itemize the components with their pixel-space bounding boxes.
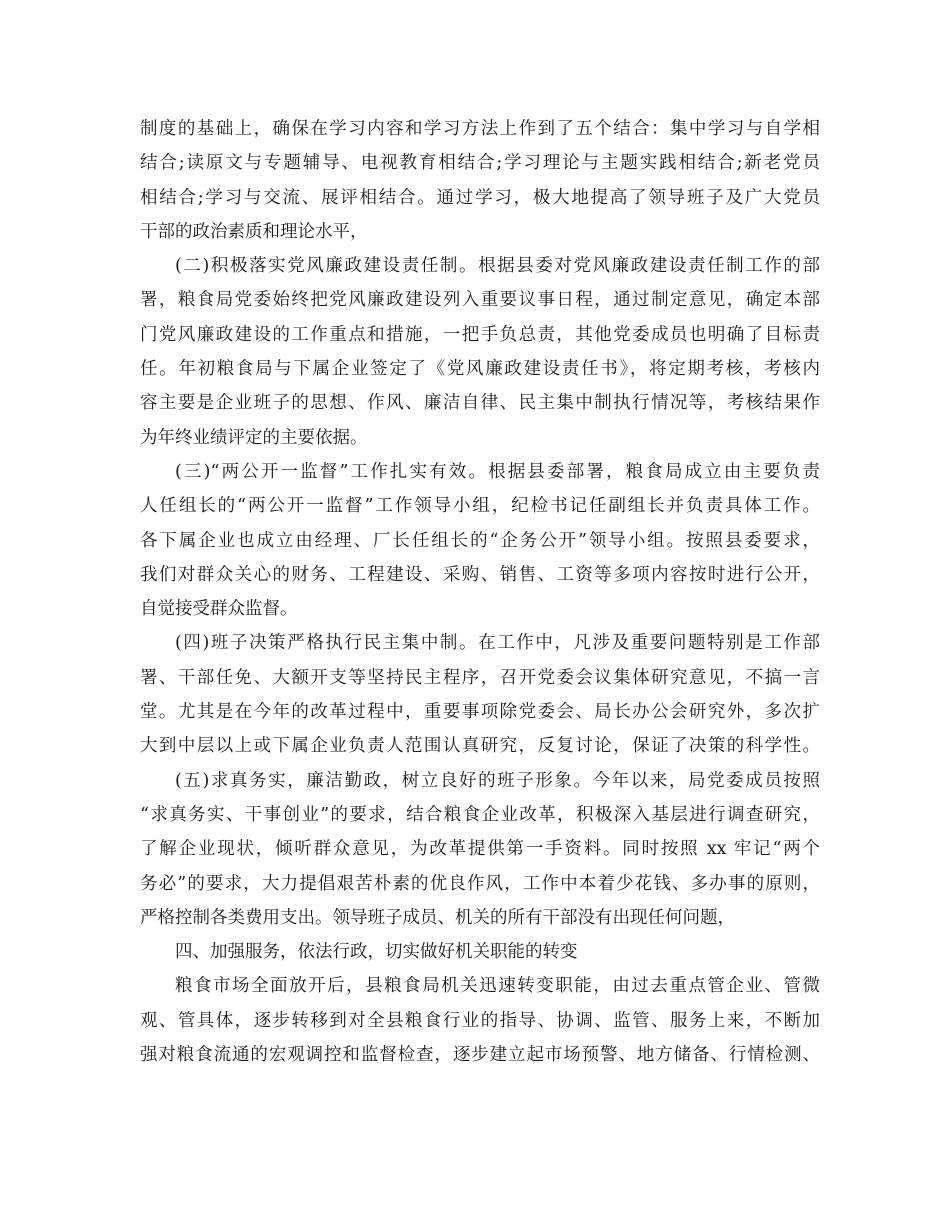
text-line: 为年终业绩评定的主要依据。	[140, 427, 368, 448]
text-line: 粮食市场全面放开后，县粮食局机关迅速转变职能，由过去重点管企业、管微	[175, 976, 820, 997]
text-line: 相结合;学习与交流、展评相结合。通过学习，极大地提高了领导班子及广大党员	[140, 187, 820, 208]
text-line: 了解企业现状，倾听群众意见，为改革提供第一手资料。同时按照 xx 牢记“两个	[140, 839, 820, 860]
text-line: 四、加强服务，依法行政，切实做好机关职能的转变	[175, 942, 578, 963]
text-line: (二)积极落实党风廉政建设责任制。根据县委对党风廉政建设责任制工作的部	[175, 256, 820, 277]
text-line: (四)班子决策严格执行民主集中制。在工作中，凡涉及重要问题特别是工作部	[175, 633, 820, 654]
text-line: 强对粮食流通的宏观调控和监督检查，逐步建立起市场预警、地方储备、行情检测、	[140, 1045, 820, 1066]
text-line: 署，粮食局党委始终把党风廉政建设列入重要议事日程，通过制定意见，确定本部	[140, 290, 820, 311]
text-line: 观、管具体，逐步转移到对全县粮食行业的指导、协调、监管、服务上来，不断加	[140, 1010, 820, 1031]
text-line: 大到中层以上或下属企业负责人范围认真研究，反复讨论，保证了决策的科学性。	[140, 736, 820, 757]
text-line: 各下属企业也成立由经理、厂长任组长的“企务公开”领导小组。按照县委要求，	[140, 530, 820, 551]
text-line: 任。年初粮食局与下属企业签定了《党风廉政建设责任书》，将定期考核，考核内	[140, 359, 820, 380]
text-line: 干部的政治素质和理论水平，	[140, 221, 368, 242]
text-line: 务必”的要求，大力提倡艰苦朴素的优良作风，工作中本着少花钱、多办事的原则，	[140, 873, 820, 894]
text-line: 制度的基础上，确保在学习内容和学习方法上作到了五个结合：集中学习与自学相	[140, 119, 820, 139]
text-line: 署、干部任免、大额开支等坚持民主程序，召开党委会议集体研究意见，不搞一言	[140, 667, 820, 688]
text-line: 结合;读原文与专题辅导、电视教育相结合;学习理论与主题实践相结合;新老党员	[140, 153, 820, 174]
text-line: 堂。尤其是在今年的改革过程中，重要事项除党委会、局长办公会研究外，多次扩	[140, 702, 820, 723]
text-line: (三)“两公开一监督”工作扎实有效。根据县委部署，粮食局成立由主要负责	[175, 461, 820, 482]
text-line: 自觉接受群众监督。	[140, 599, 298, 620]
text-line: (五)求真务实，廉洁勤政，树立良好的班子形象。今年以来，局党委成员按照	[175, 770, 820, 791]
text-line: 我们对群众关心的财务、工程建设、采购、销售、工资等多项内容按时进行公开，	[140, 564, 820, 585]
text-line: 门党风廉政建设的工作重点和措施，一把手负总责，其他党委成员也明确了目标责	[140, 324, 820, 345]
body-text	[140, 112, 820, 1072]
text-line: 容主要是企业班子的思想、作风、廉洁自律、民主集中制执行情况等，考核结果作	[140, 393, 820, 414]
text-line: “求真务实、干事创业”的要求，结合粮食企业改革，积极深入基层进行调查研究，	[140, 804, 820, 825]
text-line: 人任组长的“两公开一监督”工作领导小组，纪检书记任副组长并负责具体工作。	[140, 496, 820, 517]
text-line: 严格控制各类费用支出。领导班子成员、机关的所有干部没有出现任何问题，	[140, 907, 735, 928]
